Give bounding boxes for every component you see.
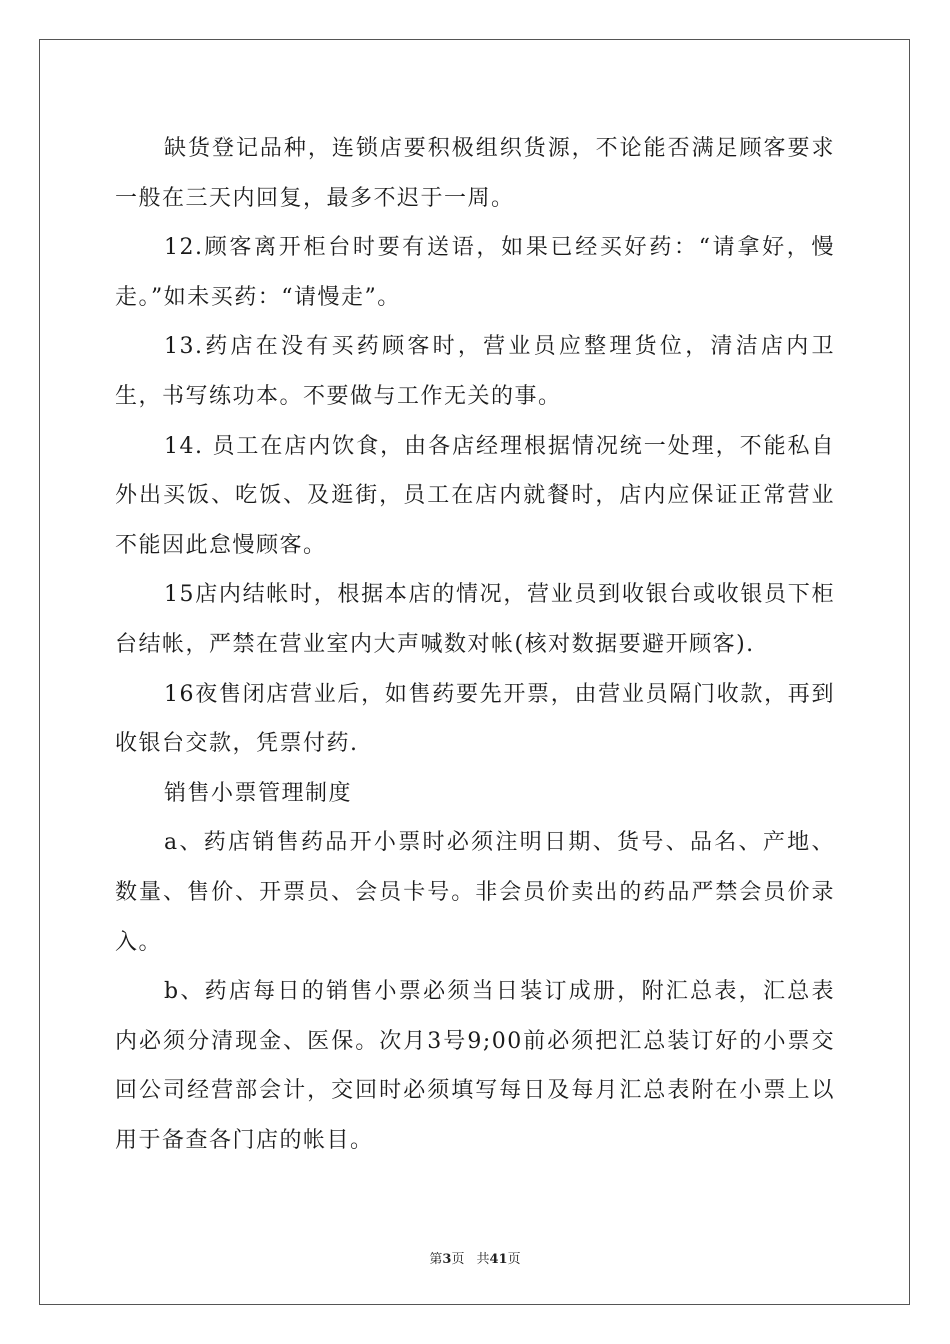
paragraph-item-15: 15店内结帐时，根据本店的情况，营业员到收银台或收银员下柜台结帐，严禁在营业室内大声喊数对帐(核对数据要避开顾客). (115, 582, 835, 657)
total-prefix: 共 (476, 1252, 490, 1267)
page-prefix: 第 (429, 1252, 443, 1267)
page-number: 3 (442, 1252, 452, 1267)
total-suffix: 页 (507, 1252, 521, 1267)
paragraph-stockout: 缺货登记品种，连锁店要积极组织货源，不论能否满足顾客要求一般在三天内回复，最多不迟于一周。 (115, 136, 835, 211)
paragraph-item-a: a、药店销售药品开小票时必须注明日期、货号、品名、产地、数量、售价、开票员、会员卡号。非会员价卖出的药品严禁会员价录入。 (115, 830, 835, 955)
paragraph-item-14: 14. 员工在店内饮食，由各店经理根据情况统一处理，不能私自外出买饭、吃饭、及逛街，员工在店内就餐时，店内应保证正常营业不能因此怠慢顾客。 (115, 433, 835, 558)
section-heading-receipt-policy: 销售小票管理制度 (164, 780, 353, 806)
total-pages: 41 (489, 1252, 508, 1267)
paragraph-item-13: 13.药店在没有买药顾客时，营业员应整理货位，清洁店内卫生，书写练功本。不要做与工作无关的事。 (115, 334, 835, 409)
page-footer (0, 1248, 950, 1267)
page-suffix: 页 (451, 1252, 465, 1267)
document-body (115, 124, 835, 1165)
paragraph-item-16: 16夜售闭店营业后，如售药要先开票，由营业员隔门收款，再到收银台交款，凭票付药. (115, 681, 835, 757)
paragraph-item-12: 12.顾客离开柜台时要有送语，如果已经买好药：“请拿好，慢走。”如未买药：“请慢走”。 (115, 235, 835, 310)
paragraph-item-b: b、药店每日的销售小票必须当日装订成册，附汇总表，汇总表内必须分清现金、医保。次月3号9;00前必须把汇总装订好的小票交回公司经营部会计，交回时必须填写每日及每月汇总表附在小票上以用于备查各门店的帐目。 (115, 979, 835, 1153)
